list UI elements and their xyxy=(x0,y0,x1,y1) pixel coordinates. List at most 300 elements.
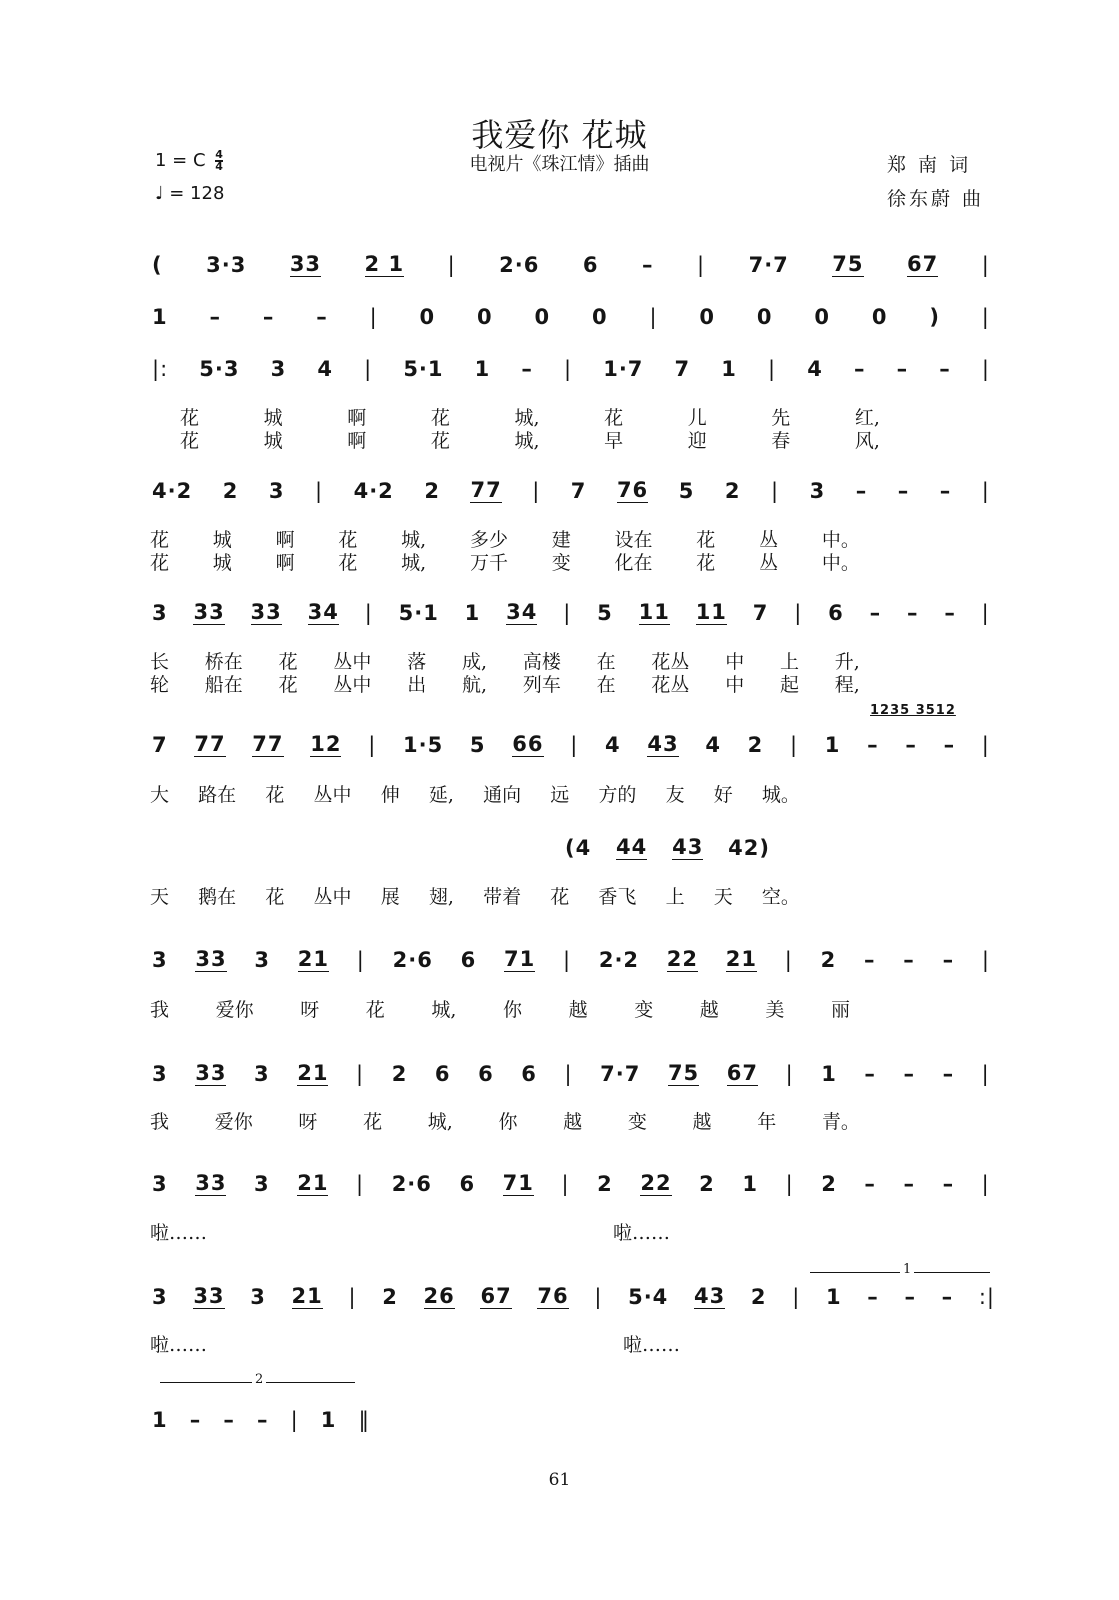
note: 33 xyxy=(289,252,322,276)
barline: | xyxy=(570,733,579,757)
note: 7 xyxy=(674,357,691,381)
note: 21 xyxy=(297,1171,329,1195)
note: 3 xyxy=(809,479,826,503)
ornament-run: 1235 3512 xyxy=(870,703,956,718)
lyric-word: 延, xyxy=(428,784,454,806)
note: 34 xyxy=(307,600,339,624)
note: 2·6 xyxy=(391,1172,432,1196)
note: 71 xyxy=(503,947,536,971)
lyric-word: 青。 xyxy=(821,1111,860,1133)
lyric-word: 城, xyxy=(401,529,427,551)
lyric-word: 变 xyxy=(551,552,571,574)
note: – xyxy=(189,1408,202,1432)
note: 2 xyxy=(820,948,837,972)
lyric-word: 天 xyxy=(713,886,733,908)
note: 0 xyxy=(591,305,608,329)
lyricist-credit: 郑 南 词 xyxy=(887,154,972,176)
note: 7 xyxy=(152,733,168,757)
note: – xyxy=(256,1408,269,1432)
lyric-word: 花 xyxy=(265,886,285,908)
note: 2 xyxy=(750,1285,767,1309)
note: – xyxy=(939,479,952,503)
lyric-word: 丛中 xyxy=(333,651,372,673)
note: 11 xyxy=(695,600,727,624)
note: 1·7 xyxy=(603,357,644,381)
note: 42) xyxy=(728,836,770,860)
note: 33 xyxy=(193,1284,225,1308)
note: 67 xyxy=(907,252,939,276)
note: 6 xyxy=(582,253,599,277)
lyric-word: 啊 xyxy=(275,552,295,574)
note: – xyxy=(943,733,956,757)
note: – xyxy=(209,305,221,329)
lyric-word: 花 xyxy=(696,529,716,551)
lyric-word: 中。 xyxy=(821,529,860,551)
barline: | xyxy=(790,733,799,757)
note: 2 xyxy=(391,1062,408,1086)
barline: | xyxy=(981,357,990,381)
lyric-word: 船在 xyxy=(204,674,243,696)
lyric-word: 中。 xyxy=(821,552,860,574)
note: 1 xyxy=(464,601,481,625)
lyric-word: 友 xyxy=(665,784,685,806)
note: 33 xyxy=(195,1061,227,1085)
barline: | xyxy=(981,1172,990,1196)
note: 26 xyxy=(423,1284,455,1308)
lyric-word: 高楼 xyxy=(522,651,561,673)
note: 75 xyxy=(832,252,864,276)
barline: | xyxy=(348,1285,357,1309)
lyric-word: 展 xyxy=(380,886,400,908)
note: 34 xyxy=(506,600,538,624)
note: 3 xyxy=(152,601,168,625)
note: 22 xyxy=(666,947,699,971)
note: – xyxy=(903,1172,915,1196)
note: 67 xyxy=(726,1061,758,1085)
note: 75 xyxy=(667,1061,700,1085)
note: 3 xyxy=(152,948,168,972)
barline: | xyxy=(447,253,456,277)
lyric-word: 城 xyxy=(263,430,283,452)
lyric-word: 美 xyxy=(765,999,785,1021)
music-line xyxy=(152,948,990,972)
lyric-word: 城, xyxy=(514,407,540,429)
note: – xyxy=(897,479,910,503)
note: 7 xyxy=(752,601,769,625)
barline: | xyxy=(792,1285,801,1309)
note: – xyxy=(316,305,328,329)
note: – xyxy=(223,1408,235,1432)
lyric-word: 越 xyxy=(568,999,588,1021)
note: 3 xyxy=(254,1062,270,1086)
lyric-word: 城, xyxy=(514,430,540,452)
barline: | xyxy=(564,1062,573,1086)
lyric-word: 中 xyxy=(725,651,745,673)
barline: | xyxy=(356,1062,365,1086)
lyric-line xyxy=(150,882,800,909)
barline: | xyxy=(981,601,990,625)
lyric-word: 花 xyxy=(180,407,200,429)
barline: | xyxy=(315,479,324,503)
lyric-word: 花 xyxy=(180,430,200,452)
note: 77 xyxy=(470,478,502,502)
note: 4·2 xyxy=(152,479,193,503)
lyric-line xyxy=(150,780,800,807)
lyric-word: 丛中 xyxy=(313,784,352,806)
lyric-word: 上 xyxy=(665,886,685,908)
note: 1 xyxy=(474,357,491,381)
note: – xyxy=(906,601,919,625)
note: – xyxy=(939,357,951,381)
note: 1 xyxy=(742,1172,758,1196)
note: 5 xyxy=(469,733,486,757)
lyric-word: 花 xyxy=(150,552,170,574)
barline: | xyxy=(981,305,990,329)
note: – xyxy=(864,1172,876,1196)
note: – xyxy=(942,1062,955,1086)
lyric-word: 花 xyxy=(430,407,450,429)
note: 12 xyxy=(310,732,342,756)
note: 2 1 xyxy=(364,252,405,276)
note: 1 xyxy=(824,733,841,757)
note: 5·3 xyxy=(199,357,240,381)
note: 2 xyxy=(382,1285,398,1309)
barline: | xyxy=(561,1172,570,1196)
note: 33 xyxy=(250,600,282,624)
note: 7 xyxy=(570,479,587,503)
lyric-word: 丛 xyxy=(759,529,779,551)
lyric-word: 红, xyxy=(854,407,880,429)
note: 21 xyxy=(297,1061,329,1085)
note: 7·7 xyxy=(748,253,789,277)
barline: | xyxy=(768,357,777,381)
barline: | xyxy=(369,305,378,329)
note: – xyxy=(869,601,882,625)
lyric-word: 啊 xyxy=(347,407,367,429)
note: – xyxy=(864,948,876,972)
lyric-word: 城。 xyxy=(761,784,800,806)
lyric-line xyxy=(150,1218,670,1245)
lyric-word: 城, xyxy=(431,999,457,1021)
note: 0 xyxy=(699,305,715,329)
barline: |: xyxy=(152,357,169,381)
note: 6 xyxy=(459,1172,476,1196)
note: 1 xyxy=(152,1408,168,1432)
lyric-word: 通向 xyxy=(483,784,522,806)
note: 22 xyxy=(640,1171,672,1195)
note: – xyxy=(521,357,533,381)
note: 43 xyxy=(672,835,704,859)
lyric-word: 花 xyxy=(278,674,298,696)
note: 1 xyxy=(721,357,737,381)
note: – xyxy=(903,1062,915,1086)
note: 0 xyxy=(814,305,830,329)
note: – xyxy=(941,1285,954,1309)
note: – xyxy=(896,357,909,381)
note: 5 xyxy=(597,601,613,625)
lyric-word: 程, xyxy=(834,674,860,696)
note: – xyxy=(642,253,654,277)
lyric-word: 你 xyxy=(498,1111,518,1133)
lyric-word: 万千 xyxy=(469,552,508,574)
barline: | xyxy=(785,1172,794,1196)
composer-credit: 徐东蔚 曲 xyxy=(887,188,985,210)
note: 71 xyxy=(502,1171,534,1195)
note: 77 xyxy=(252,732,284,756)
lyric-word: 多少 xyxy=(469,529,508,551)
lyric-word: 我 xyxy=(150,1111,170,1133)
music-line xyxy=(152,1062,990,1086)
lyric-word: 空。 xyxy=(761,886,800,908)
note: 2·6 xyxy=(392,948,433,972)
lyric-word: 花 xyxy=(265,784,285,806)
lyric-word: 上 xyxy=(780,651,800,673)
barline: | xyxy=(981,948,990,972)
note: 0 xyxy=(756,305,773,329)
lyric-word: 越 xyxy=(699,999,719,1021)
lyric-word: 在 xyxy=(596,674,616,696)
lyric-word: 啦…… xyxy=(622,1334,680,1356)
note: 0 xyxy=(476,305,493,329)
lyric-word: 风, xyxy=(854,430,880,452)
note: 33 xyxy=(193,600,225,624)
note: 5·1 xyxy=(403,357,444,381)
note: 6 xyxy=(478,1062,494,1086)
lyric-word: 爱你 xyxy=(214,1111,253,1133)
note: 11 xyxy=(638,600,670,624)
note: 0 xyxy=(871,305,888,329)
barline: | xyxy=(981,1062,990,1086)
note: 2·2 xyxy=(598,948,640,972)
lyric-word: 远 xyxy=(550,784,570,806)
barline: | xyxy=(364,601,373,625)
barline: | xyxy=(784,948,793,972)
note: 21 xyxy=(297,947,330,971)
note: 3 xyxy=(270,357,287,381)
note: 1 xyxy=(821,1062,837,1086)
barline: | xyxy=(356,948,365,972)
lyric-word: 设在 xyxy=(614,529,653,551)
lyric-word: 丽 xyxy=(830,999,850,1021)
music-line xyxy=(152,479,990,503)
lyric-word: 啦…… xyxy=(612,1222,670,1244)
barline: | xyxy=(563,601,572,625)
note: 1 xyxy=(320,1408,337,1432)
note: 3 xyxy=(250,1285,266,1309)
tempo-value: = 128 xyxy=(169,183,225,204)
lyric-word: 啦…… xyxy=(150,1334,208,1356)
barline: | xyxy=(981,733,990,757)
note: 6 xyxy=(521,1062,537,1086)
note: 5 xyxy=(678,479,695,503)
note: 66 xyxy=(512,732,544,756)
note: 6 xyxy=(828,601,844,625)
note: 33 xyxy=(195,1171,227,1195)
lyric-line xyxy=(150,1330,680,1357)
barline: | xyxy=(981,479,990,503)
song-subtitle: 电视片《珠江情》插曲 xyxy=(469,154,650,175)
note: – xyxy=(867,733,879,757)
note: 2 xyxy=(821,1172,837,1196)
note: 2 xyxy=(597,1172,613,1196)
lyric-word: 在 xyxy=(596,651,616,673)
note: 4·2 xyxy=(353,479,394,503)
music-line xyxy=(152,733,990,757)
page-number: 61 xyxy=(548,1470,571,1490)
note: 3 xyxy=(152,1062,168,1086)
note: 3·3 xyxy=(206,253,247,277)
lyric-word: 城 xyxy=(212,529,232,551)
note: 5·4 xyxy=(628,1285,669,1309)
lyric-word: 伸 xyxy=(380,784,400,806)
note: 3 xyxy=(268,479,285,503)
lyric-word: 花 xyxy=(338,529,358,551)
note: – xyxy=(867,1285,879,1309)
note: – xyxy=(903,948,915,972)
lyric-word: 你 xyxy=(503,999,523,1021)
lyric-word: 长 xyxy=(150,651,170,673)
note: 1 xyxy=(152,305,168,329)
note: 3 xyxy=(152,1285,168,1309)
lyric-word: 城, xyxy=(401,552,427,574)
lyric-word: 花 xyxy=(550,886,570,908)
note: ) xyxy=(929,305,940,329)
lyric-line xyxy=(150,1107,860,1134)
barline: ‖ xyxy=(358,1408,370,1432)
barline: | xyxy=(594,1285,603,1309)
lyric-word: 花 xyxy=(604,407,624,429)
note: – xyxy=(262,305,275,329)
lyric-word: 丛中 xyxy=(333,674,372,696)
lyric-word: 花 xyxy=(363,1111,383,1133)
note: 5·1 xyxy=(398,601,439,625)
note: – xyxy=(904,1285,916,1309)
music-line xyxy=(152,357,990,381)
note: – xyxy=(944,601,956,625)
lyric-word: 花 xyxy=(365,999,385,1021)
note: 2 xyxy=(424,479,440,503)
volta-2-label: 2 xyxy=(252,1372,266,1387)
note: 0 xyxy=(419,305,436,329)
barline: | xyxy=(562,948,572,972)
note: 2·6 xyxy=(499,253,540,277)
lyric-word: 落 xyxy=(407,651,427,673)
barline: | xyxy=(697,253,706,277)
lyric-word: 春 xyxy=(771,430,791,452)
barline: | xyxy=(290,1408,299,1432)
lyric-line xyxy=(180,426,880,453)
lyric-word: 方的 xyxy=(598,784,637,806)
lyric-word: 越 xyxy=(563,1111,583,1133)
lyric-word: 建 xyxy=(551,529,571,551)
note: (4 xyxy=(565,836,592,860)
lyric-word: 香飞 xyxy=(598,886,637,908)
lyric-word: 花丛 xyxy=(651,651,690,673)
lyric-word: 起 xyxy=(780,674,800,696)
lyric-word: 呀 xyxy=(298,1111,318,1133)
note: 6 xyxy=(460,948,477,972)
key-signature xyxy=(155,150,223,172)
note: – xyxy=(864,1062,876,1086)
lyric-word: 丛 xyxy=(759,552,779,574)
music-line xyxy=(152,601,990,625)
note: 0 xyxy=(534,305,551,329)
lyric-word: 啊 xyxy=(275,529,295,551)
volta-1-label: 1 xyxy=(900,1262,914,1277)
lyric-word: 呀 xyxy=(300,999,320,1021)
note: 67 xyxy=(480,1284,512,1308)
note: – xyxy=(942,1172,955,1196)
lyric-word: 迎 xyxy=(687,430,707,452)
note: 21 xyxy=(725,947,758,971)
lyric-word: 翅, xyxy=(428,886,454,908)
note: 2 xyxy=(747,733,764,757)
music-line xyxy=(152,1408,370,1432)
note: – xyxy=(905,733,917,757)
lyric-word: 带着 xyxy=(483,886,522,908)
barline: | xyxy=(356,1172,365,1196)
barline: | xyxy=(532,479,541,503)
key-label: 1 = C xyxy=(155,150,206,171)
lyric-word: 变 xyxy=(634,999,654,1021)
barline: :| xyxy=(978,1285,995,1309)
note: 76 xyxy=(537,1284,569,1308)
lyric-word: 花丛 xyxy=(651,674,690,696)
lyric-word: 中 xyxy=(725,674,745,696)
lyric-word: 早 xyxy=(604,430,624,452)
lyric-word: 出 xyxy=(407,674,427,696)
note: ( xyxy=(152,253,163,277)
lyric-word: 啊 xyxy=(347,430,367,452)
lyric-word: 花 xyxy=(338,552,358,574)
note: 2 xyxy=(724,479,741,503)
lyric-word: 先 xyxy=(771,407,791,429)
lyric-word: 爱你 xyxy=(215,999,254,1021)
barline: | xyxy=(794,601,803,625)
barline: | xyxy=(564,357,573,381)
lyric-word: 城 xyxy=(212,552,232,574)
lyric-word: 城 xyxy=(263,407,283,429)
note: – xyxy=(855,479,868,503)
note: 3 xyxy=(152,1172,168,1196)
lyric-word: 航, xyxy=(461,674,488,696)
lyric-word: 儿 xyxy=(687,407,707,429)
quarter-note-icon: ♩ xyxy=(155,183,164,204)
note: 21 xyxy=(291,1284,323,1308)
note: 4 xyxy=(317,357,333,381)
lyric-word: 城, xyxy=(427,1111,453,1133)
note: 44 xyxy=(616,835,648,859)
note: 43 xyxy=(647,732,679,756)
lyric-word: 花 xyxy=(278,651,298,673)
note: 76 xyxy=(616,478,649,502)
lyric-word: 越 xyxy=(692,1111,712,1133)
music-line xyxy=(152,253,990,277)
barline: | xyxy=(770,479,780,503)
note: 4 xyxy=(807,357,823,381)
lyric-word: 大 xyxy=(150,784,170,806)
lyric-word: 升, xyxy=(834,651,860,673)
barline: | xyxy=(364,357,373,381)
note: – xyxy=(942,948,955,972)
note: 4 xyxy=(705,733,721,757)
lyric-word: 天 xyxy=(150,886,170,908)
lyric-word: 好 xyxy=(713,784,733,806)
lyric-line xyxy=(150,670,860,697)
lyric-word: 成, xyxy=(461,651,488,673)
note: 77 xyxy=(194,732,226,756)
barline: | xyxy=(981,253,990,277)
